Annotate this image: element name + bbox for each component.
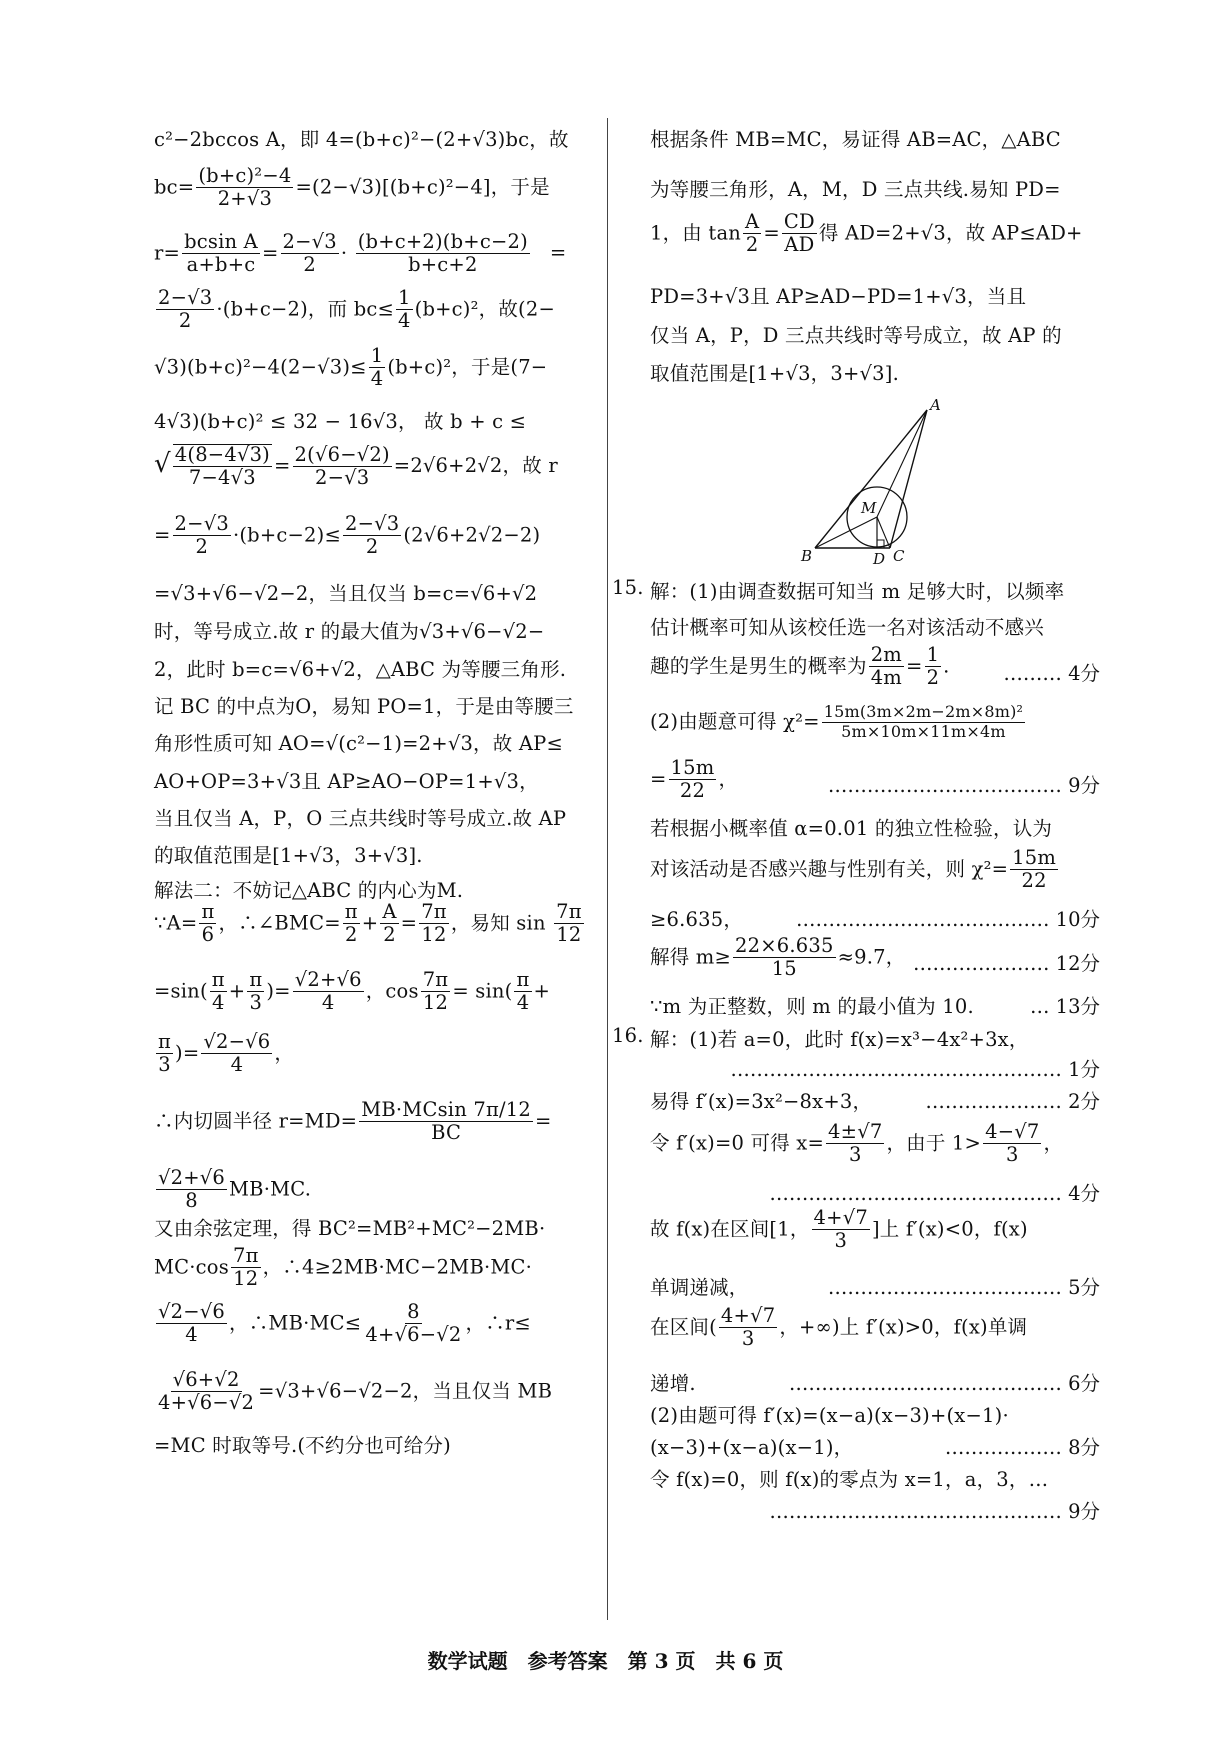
fraction: $\frac{7\pi}{12}$ [421,900,447,947]
fraction: $\frac{7\pi}{12}$ [556,900,582,947]
triangle-figure [795,396,995,566]
fraction: $\frac{4(8-4√3)}{7-4√3}$ [174,443,270,490]
text-line: $\frac{2-√3}{2}$ ·(b+c−2)，而 bc≤ $\frac{1}{4}$ (b+c)²，故(2− [158,286,555,333]
text-line: PD=3+√3且 AP≥AD−PD=1+√3，当且 [650,285,1027,308]
question-number: 15. [612,576,644,599]
fraction: $\frac{2(√6-√2)}{2-√3}$ [294,442,390,489]
text-line: 单调递减， [650,1276,749,1299]
fraction: $\frac{\text{bcsin A}}{a+b+c}$ [184,230,258,277]
score-mark: …………………………………… 6分 [788,1372,1100,1395]
fraction: $\frac{1}{2}$ [926,643,940,690]
fraction: $\frac{1}{4}$ [398,286,411,333]
text-line: r= $\frac{\text{bcsin A}}{a+b+c}$ = $\frac{2-√3}{2}$ · $\frac{(b+c+2)(b+c-2)}{b+c+2}$ = [154,230,567,277]
score-mark: ………………… 12分 [912,952,1100,975]
text-line: 解：(1)由调查数据可知当 m 足够大时，以频率 [650,580,1065,603]
text-line: ∵A= $\frac{\pi}{6}$ ，∴∠BMC= $\frac{\pi}{2}$ + $\frac{A}{2}$ = $\frac{7\pi}{12}$ ，易知 sin $\frac{7\pi}{12}$ [154,900,582,947]
text-line: AO+OP=3+√3且 AP≥AO−OP=1+√3， [154,770,539,793]
fraction: $\frac{MB\cdot MCsin 7\pi/12}{BC}$ [361,1098,531,1145]
text-line: 4√3)(b+c)² ≤ 32 − 16√3， 故 b + c ≤ [154,410,527,433]
score-mark: ……………… 8分 [944,1436,1100,1459]
fraction: $\frac{15m}{22}$ [1012,846,1057,893]
fraction: $\frac{\pi}{3}$ [158,1030,172,1077]
text-line: 估计概率可知从该校任选一名对该活动不感兴 [650,616,1045,639]
text-line: $\frac{\pi}{3}$ )= $\frac{√2-√6}{4}$ ， [158,1030,295,1077]
text-line: $\frac{√2-√6}{4}$ ，∴MB·MC≤ $\frac{8}{4+√6-√2}$ ，∴r≤ [158,1300,531,1347]
score-mark: … 13分 [1029,995,1100,1018]
fraction: $\frac{\pi}{3}$ [249,968,263,1015]
score-mark: ………………………………… 10分 [795,908,1100,931]
text-line: 递增. [650,1372,696,1395]
fraction: $\frac{2-√3}{2}$ [282,230,337,277]
text-line: =sin( $\frac{\pi}{4}$ + $\frac{\pi}{3}$ )= $\frac{√2+√6}{4}$ ，cos $\frac{7\pi}{12}$ = sin( $\frac{\pi}{4}$ + [154,968,551,1015]
fraction: $\frac{4+√7}{3}$ [813,1206,868,1253]
question-number: 16. [612,1024,644,1047]
text-line: c²−2bccos A，即 4=(b+c)²−(2+√3)bc，故 [154,128,569,151]
text-line: = $\frac{2-√3}{2}$ ·(b+c−2)≤ $\frac{2-√3}{2}$ (2√6+2√2−2) [154,512,541,559]
text-line: 又由余弦定理，得 BC²=MB²+MC²−2MB· [154,1217,546,1240]
text-line: 的取值范围是[1+√3，3+√3]. [154,844,423,867]
fraction: $\frac{\pi}{4}$ [211,968,225,1015]
text-line: 在区间( $\frac{4+√7}{3}$ ，+∞)上 f′(x)>0，f(x)单调 [650,1304,1028,1351]
fraction: $\frac{√2-√6}{4}$ [158,1300,226,1347]
fraction: $\frac{√2-√6}{4}$ [203,1030,271,1077]
fraction: $\frac{A}{2}$ [745,210,760,257]
fraction: $\frac{(b+c+2)(b+c-2)}{b+c+2}$ [357,230,528,277]
score-mark: ……………………………………… 9分 [769,1500,1100,1523]
text-line: √ $\frac{4(8-4√3)}{7-4√3}$ = $\frac{2(√6-√2)}{2-√3}$ =2√6+2√2，故 r [154,442,558,490]
text-line: (2)由题意可得 χ²= $\frac{\text{15m(3m×2m−2m×8m)²}}{5m\times 10m\times 11m\times 4m}$ [650,702,1024,741]
text-line: 故 f(x)在区间[1， $\frac{4+√7}{3}$ ]上 f′(x)<0，f(x) [650,1206,1028,1253]
score-mark: …………………………………………… 1分 [730,1058,1100,1081]
text-line: 角形性质可知 AO=√(c²−1)=2+√3，故 AP≤ [154,732,563,755]
side-ac [890,410,927,548]
text-line: $\frac{√2+√6}{8}$ MB·MC. [158,1166,312,1213]
text-line: 令 f′(x)=0 可得 x= $\frac{4\pm√7}{3}$ ，由于 1> $\frac{4-√7}{3}$ ， [650,1120,1064,1167]
text-line: 2，此时 b=c=√6+√2，△ABC 为等腰三角形. [154,658,567,681]
text-line: = $\frac{15m}{22}$ ， [650,756,739,803]
text-line: MC·cos $\frac{7\pi}{12}$ ，∴4≥2MB·MC−2MB·MC· [154,1244,533,1291]
text-line: 1，由 tan $\frac{A}{2}$ = $\frac{CD}{AD}$ 得 AD=2+√3，故 AP≤AD+ [650,210,1083,257]
text-line: 趣的学生是男生的概率为 $\frac{2m}{4m}$ = $\frac{1}{2}$ . [650,643,950,690]
text-line: 记 BC 的中点为O，易知 PO=1，于是由等腰三 [154,695,574,718]
score-mark: ……………………………… 5分 [827,1276,1100,1299]
fraction: $\frac{2m}{4m}$ [870,643,903,690]
text-line: bc= $\frac{\text{(b+c)²−4}}{2+√3}$ =(2−√3)[(b+c)²−4]，于是 [154,164,550,211]
text-line: ∴内切圆半径 r=MD= $\frac{MB\cdot MCsin 7\pi/12}{BC}$ = [154,1098,552,1145]
fraction: $\frac{A}{2}$ [382,900,397,947]
text-line: √3)(b+c)²−4(2−√3)≤ $\frac{1}{4}$ (b+c)²，于是(7− [154,344,548,391]
fraction: $\frac{√2+√6}{4}$ [294,968,362,1015]
fraction: $\frac{\text{15m(3m×2m−2m×8m)²}}{5m\times 10m\times 11m\times 4m}$ [823,702,1024,741]
fraction: $\frac{7\pi}{12}$ [422,968,449,1015]
text-line: 解：(1)若 a=0，此时 f(x)=x³−4x²+3x， [650,1028,1029,1051]
fraction: $\frac{4\pm√7}{3}$ [828,1120,883,1167]
label-d: D [873,550,886,566]
label-m: M [861,499,877,517]
fraction: $\frac{2-√3}{2}$ [174,512,229,559]
fraction: $\frac{√2+√6}{8}$ [158,1166,226,1213]
fraction: $\frac{7\pi}{12}$ [232,1244,259,1291]
fraction: $\frac{8}{4+√6-√2}$ [365,1300,462,1347]
score-mark: ……………………………………… 4分 [769,1182,1100,1205]
fraction: $\frac{\pi}{6}$ [201,900,215,947]
text-line: ≥6.635， [650,908,744,931]
score-mark: ……………………………… 9分 [827,774,1100,797]
text-line: 对该活动是否感兴趣与性别有关，则 χ²= $\frac{15m}{22}$ [650,846,1057,893]
text-line: 为等腰三角形，A，M，D 三点共线.易知 PD= [650,178,1061,201]
fraction: $\frac{22\times 6.635}{15}$ [735,934,834,981]
text-line: =√3+√6−√2−2，当且仅当 b=c=√6+√2 [154,582,538,605]
fraction: $\frac{√6+√2}{4+√6-√2}$ [158,1368,255,1415]
text-line: $\frac{√6+√2}{4+√6-√2}$ =√3+√6−√2−2，当且仅当 MB [158,1368,553,1415]
text-line: =MC 时取等号.(不约分也可给分) [154,1434,451,1457]
segment-bm [815,517,877,548]
label-b: B [801,547,813,565]
fraction: $\frac{2-√3}{2}$ [344,512,400,559]
text-line: 取值范围是[1+√3，3+√3]. [650,362,899,385]
fraction: $\frac{2-√3}{2}$ [158,286,213,333]
fraction: $\frac{\pi}{4}$ [516,968,530,1015]
fraction: $\frac{CD}{AD}$ [783,210,815,257]
text-line: (x−3)+(x−a)(x−1)， [650,1436,854,1459]
text-line: 仅当 A，P，D 三点共线时等号成立，故 AP 的 [650,324,1062,347]
fraction: $\frac{1}{4}$ [370,344,384,391]
text-line: (2)由题可得 f′(x)=(x−a)(x−3)+(x−1)· [650,1404,1009,1427]
text-line: ∵m 为正整数，则 m 的最小值为 10. [650,995,974,1018]
label-c: C [893,547,905,565]
label-a: A [930,396,941,414]
fraction: $\frac{4-√7}{3}$ [985,1120,1040,1167]
text-line: 若根据小概率值 α=0.01 的独立性检验，认为 [650,817,1053,840]
fraction: $\frac{\text{(b+c)²−4}}{2+√3}$ [198,164,292,211]
score-mark: ……… 4分 [1003,662,1100,685]
text-line: 时，等号成立.故 r 的最大值为√3+√6−√2− [154,620,545,643]
fraction: $\frac{\pi}{2}$ [344,900,358,947]
sqrt-icon: √ [154,448,171,479]
page-footer: 数学试题 参考答案 第 3 页 共 6 页 [427,1649,784,1673]
text-line: 当且仅当 A，P，O 三点共线时等号成立.故 AP [154,807,567,830]
side-ab [815,410,927,548]
score-mark: ………………… 2分 [925,1090,1100,1113]
text-line: 解得 m≥ $\frac{22\times 6.635}{15}$ ≈9.7， [650,934,906,981]
fraction: $\frac{4+√7}{3}$ [720,1304,776,1351]
text-line: 令 f(x)=0，则 f(x)的零点为 x=1，a，3，… [650,1468,1049,1491]
text-line: 根据条件 MB=MC，易证得 AB=AC，△ABC [650,128,1061,151]
text-line: 易得 f′(x)=3x²−8x+3， [650,1090,873,1113]
fraction: $\frac{15m}{22}$ [670,756,715,803]
text-line: 解法二：不妨记△ABC 的内心为M. [154,879,464,902]
column-divider [607,118,608,1620]
